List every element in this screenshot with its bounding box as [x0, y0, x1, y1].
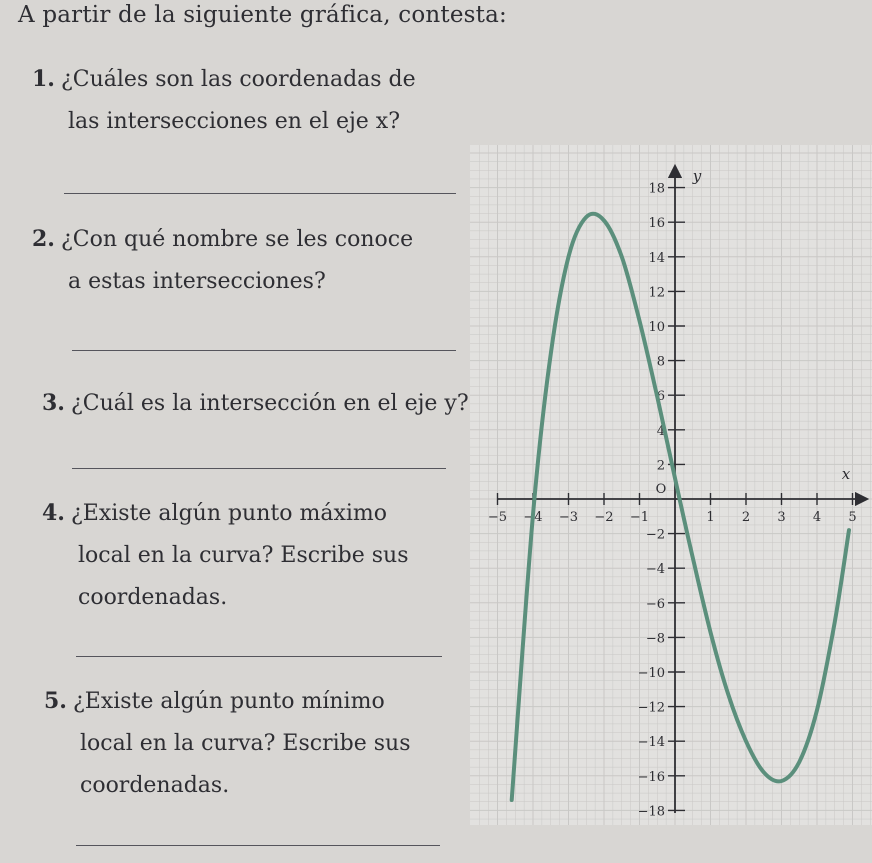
y-tick-label: 8 [656, 354, 665, 370]
y-tick-label: 4 [656, 423, 665, 439]
y-tick-label: 2 [656, 458, 665, 474]
chart-svg [470, 145, 872, 825]
question-2 [32, 218, 413, 303]
question-3-line-1: ¿Cuál es la intersección en el eje y? [70, 391, 469, 416]
x-tick-label: −3 [558, 510, 579, 525]
question-4-line-3: coordenadas. [78, 585, 228, 610]
y-tick-label: 6 [656, 389, 665, 405]
cubic-function-graph [470, 145, 872, 825]
question-1 [32, 58, 416, 143]
question-3-number: 3. [42, 390, 65, 416]
y-axis-label: y [692, 167, 702, 185]
y-tick-label: −6 [645, 596, 665, 612]
x-axis-label: x [841, 465, 851, 483]
answer-line-3[interactable] [72, 468, 446, 469]
question-4-line-1: ¿Existe algún punto máximo [70, 501, 388, 526]
y-tick-label: −16 [637, 769, 665, 785]
question-4-number: 4. [42, 500, 65, 526]
x-tick-label: −2 [594, 510, 614, 525]
question-2-number: 2. [32, 226, 55, 252]
y-tick-label: 16 [648, 216, 665, 232]
y-tick-label: −4 [645, 562, 665, 578]
x-tick-label: 3 [777, 510, 786, 525]
question-5-line-1: ¿Existe algún punto mínimo [72, 689, 385, 714]
question-3 [42, 382, 469, 425]
x-tick-label: 5 [848, 510, 857, 525]
x-tick-label: 2 [741, 510, 751, 525]
x-tick-label: 1 [706, 510, 715, 525]
y-tick-label: −14 [637, 735, 665, 751]
y-tick-label: −2 [645, 527, 665, 543]
question-5 [44, 680, 444, 807]
answer-line-2[interactable] [72, 350, 456, 351]
question-2-line-2: a estas intersecciones? [68, 269, 326, 294]
y-tick-label: 18 [648, 181, 665, 197]
x-tick-label: 4 [812, 510, 822, 525]
x-tick-label: −1 [629, 510, 650, 525]
question-4 [42, 492, 452, 619]
y-tick-label: 12 [648, 285, 665, 301]
y-tick-label: 10 [648, 320, 665, 335]
x-tick-label: −5 [487, 510, 508, 525]
origin-label: O [655, 482, 667, 497]
answer-line-4[interactable] [76, 656, 442, 657]
question-1-line-1: ¿Cuáles son las coordenadas de [60, 67, 416, 92]
x-tick-label: −4 [523, 510, 543, 525]
question-5-number: 5. [44, 688, 67, 714]
y-tick-label: −8 [645, 631, 665, 647]
question-1-number: 1. [32, 66, 55, 92]
answer-line-1[interactable] [64, 193, 456, 194]
question-1-line-2: las intersecciones en el eje x? [68, 109, 401, 134]
question-4-line-2: local en la curva? Escribe sus [78, 543, 409, 568]
y-tick-label: −12 [637, 700, 665, 716]
y-tick-label: −10 [637, 666, 665, 681]
page-title: A partir de la siguiente gráfica, contesta: [18, 2, 507, 28]
question-2-line-1: ¿Con qué nombre se les conoce [60, 227, 414, 252]
question-5-line-2: local en la curva? Escribe sus [80, 731, 411, 756]
y-tick-label: −18 [637, 804, 665, 820]
y-tick-label: 14 [648, 250, 665, 266]
answer-line-5[interactable] [76, 845, 440, 846]
question-5-line-3: coordenadas. [80, 773, 230, 798]
